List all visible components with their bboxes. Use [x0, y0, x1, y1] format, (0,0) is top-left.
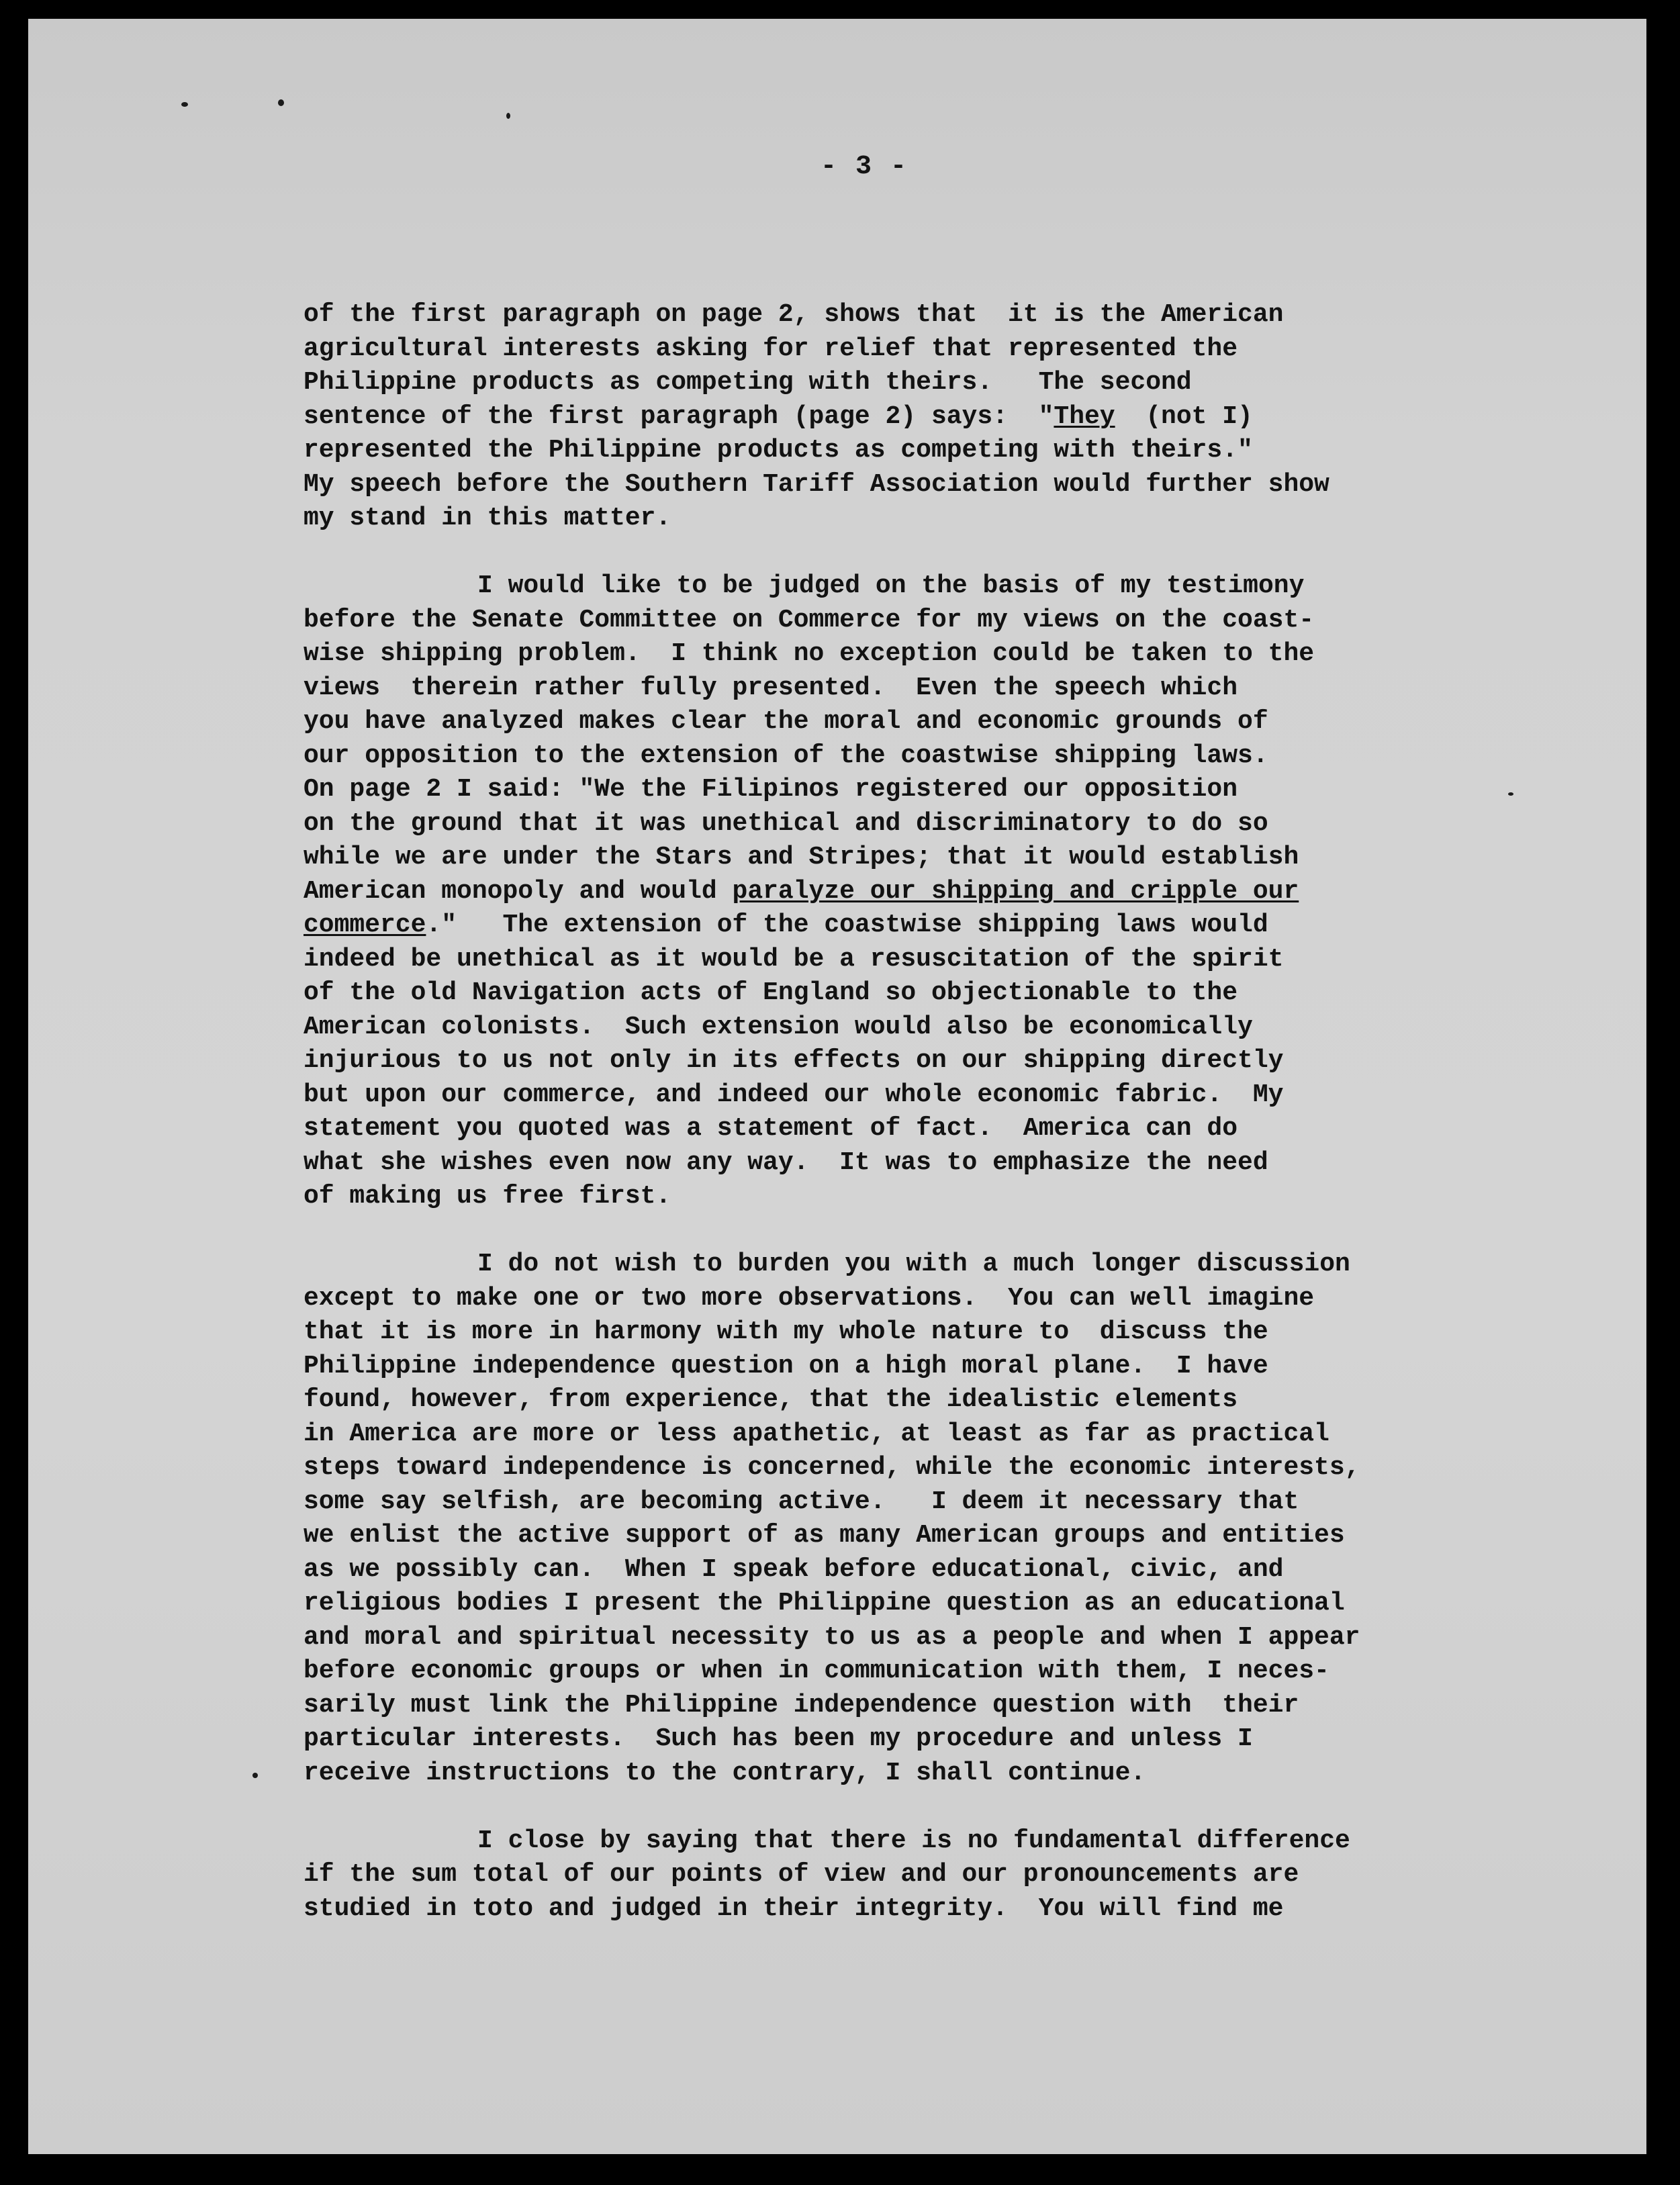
text-run: receive instructions to the contrary, I shall continue.	[304, 1758, 1146, 1787]
text-line	[304, 569, 1512, 604]
text-line	[304, 1655, 1512, 1689]
text-line	[304, 943, 1512, 977]
text-line	[304, 468, 1512, 502]
text-line	[304, 976, 1512, 1011]
paragraph-gap	[304, 536, 1512, 570]
text-line	[304, 1824, 1512, 1859]
text-line	[304, 1519, 1512, 1553]
text-line	[304, 1587, 1512, 1621]
text-line	[304, 841, 1512, 875]
text-line	[304, 1078, 1512, 1113]
text-run: in America are more or less apathetic, at least as far as practical	[304, 1419, 1329, 1448]
text-run: sarily must link the Philippine independence question with their	[304, 1690, 1299, 1720]
text-run: before economic groups or when in communication with them, I neces-	[304, 1657, 1329, 1685]
text-line	[304, 671, 1512, 706]
text-run: that it is more in harmony with my whole nature to discuss the	[304, 1317, 1268, 1346]
text-line	[304, 807, 1512, 841]
text-run: sentence of the first paragraph (page 2) says: "	[304, 402, 1054, 431]
text-run: studied in toto and judged in their integrity. You will find me	[304, 1894, 1284, 1923]
text-run: American monopoly and would	[304, 876, 733, 906]
text-run: I would like to be judged on the basis of my testimony	[477, 571, 1305, 600]
text-line	[304, 434, 1512, 468]
text-line	[304, 875, 1512, 909]
text-run: agricultural interests asking for relief that represented the	[304, 334, 1238, 363]
underlined-text: They	[1054, 402, 1115, 431]
text-run: religious bodies I present the Philippine question as an educational	[304, 1589, 1345, 1618]
text-run: steps toward independence is concerned, while the economic interests,	[304, 1453, 1360, 1482]
text-run: we enlist the active support of as many American groups and entities	[304, 1521, 1345, 1550]
text-run: My speech before the Southern Tariff Association would further show	[304, 469, 1329, 499]
page-number: - 3 -	[821, 152, 908, 182]
text-line	[304, 909, 1512, 943]
text-line	[304, 1044, 1512, 1078]
ink-speck	[252, 1773, 258, 1778]
text-run: of the first paragraph on page 2, shows that it is the American	[304, 300, 1284, 329]
text-line	[304, 366, 1512, 400]
text-run: ." The extension of the coastwise shipping laws would	[426, 911, 1268, 939]
text-line	[304, 739, 1512, 774]
text-run: injurious to us not only in its effects on our shipping directly	[304, 1046, 1284, 1075]
ink-speck	[181, 102, 188, 107]
text-run: views therein rather fully presented. Even the speech which	[304, 673, 1238, 702]
text-run: Philippine independence question on a high moral plane. I have	[304, 1351, 1268, 1381]
text-line	[304, 400, 1512, 434]
text-run: On page 2 I said: "We the Filipinos registered our opposition	[304, 775, 1238, 804]
text-run: some say selfish, are becoming active. I deem it necessary that	[304, 1487, 1299, 1516]
paragraph-gap	[304, 1214, 1512, 1248]
text-run: but upon our commerce, and indeed our whole economic fabric. My	[304, 1080, 1284, 1109]
text-line	[304, 637, 1512, 671]
text-line	[304, 705, 1512, 739]
text-run: Philippine products as competing with theirs. The second	[304, 368, 1192, 397]
text-run: our opposition to the extension of the coastwise shipping laws.	[304, 741, 1268, 770]
text-run: on the ground that it was unethical and discriminatory to do so	[304, 808, 1268, 838]
ink-speck	[278, 99, 284, 106]
text-line	[304, 1553, 1512, 1587]
text-run: wise shipping problem. I think no exception could be taken to the	[304, 639, 1315, 668]
paragraph	[304, 1824, 1512, 1926]
text-line	[304, 332, 1512, 367]
text-run: and moral and spiritual necessity to us as a people and when I appear	[304, 1622, 1360, 1652]
text-line	[304, 773, 1512, 807]
paragraph	[304, 298, 1512, 536]
text-line	[304, 1858, 1512, 1892]
text-line	[304, 1621, 1512, 1655]
paragraph-gap	[304, 1790, 1512, 1824]
text-run: my stand in this matter.	[304, 504, 671, 532]
text-run: except to make one or two more observations. You can well imagine	[304, 1283, 1315, 1313]
text-run: of the old Navigation acts of England so objectionable to the	[304, 978, 1238, 1007]
text-run: if the sum total of our points of view and our pronouncements are	[304, 1860, 1299, 1889]
document-page	[28, 19, 1646, 2154]
text-run: found, however, from experience, that the idealistic elements	[304, 1385, 1238, 1414]
text-line	[304, 1892, 1512, 1926]
letter-body	[304, 298, 1512, 1926]
text-run: as we possibly can. When I speak before educational, civic, and	[304, 1554, 1284, 1584]
text-line	[304, 1350, 1512, 1384]
text-run: represented the Philippine products as competing with theirs."	[304, 436, 1253, 465]
text-run: particular interests. Such has been my procedure and unless I	[304, 1724, 1253, 1753]
text-line	[304, 1451, 1512, 1485]
text-run: you have analyzed makes clear the moral and economic grounds of	[304, 707, 1268, 736]
text-line	[304, 1689, 1512, 1723]
text-line	[304, 1315, 1512, 1350]
text-line	[304, 1180, 1512, 1214]
text-run: (not I)	[1115, 402, 1253, 431]
text-run: while we are under the Stars and Stripes; that it would establish	[304, 843, 1299, 872]
text-run: of making us free first.	[304, 1182, 671, 1211]
text-run: before the Senate Committee on Commerce for my views on the coast-	[304, 605, 1315, 635]
text-line	[304, 298, 1512, 332]
text-line	[304, 1146, 1512, 1180]
text-line	[304, 1383, 1512, 1417]
text-line	[304, 1757, 1512, 1791]
text-line	[304, 1417, 1512, 1452]
paragraph	[304, 569, 1512, 1214]
underlined-text: commerce	[304, 911, 426, 939]
text-line	[304, 1282, 1512, 1316]
text-run: I do not wish to burden you with a much longer discussion	[477, 1250, 1350, 1279]
text-line	[304, 604, 1512, 638]
paragraph	[304, 1248, 1512, 1790]
ink-speck	[506, 113, 510, 119]
text-line	[304, 1011, 1512, 1045]
text-run: indeed be unethical as it would be a resuscitation of the spirit	[304, 944, 1284, 974]
text-line	[304, 502, 1512, 536]
text-line	[304, 1722, 1512, 1757]
underlined-text: paralyze our shipping and cripple our	[732, 876, 1299, 906]
text-run: American colonists. Such extension would also be economically	[304, 1012, 1253, 1041]
text-line	[304, 1485, 1512, 1520]
text-run: I close by saying that there is no fundamental difference	[477, 1826, 1350, 1855]
text-line	[304, 1248, 1512, 1282]
text-line	[304, 1112, 1512, 1146]
text-run: statement you quoted was a statement of fact. America can do	[304, 1114, 1238, 1143]
text-run: what she wishes even now any way. It was to emphasize the need	[304, 1148, 1268, 1177]
